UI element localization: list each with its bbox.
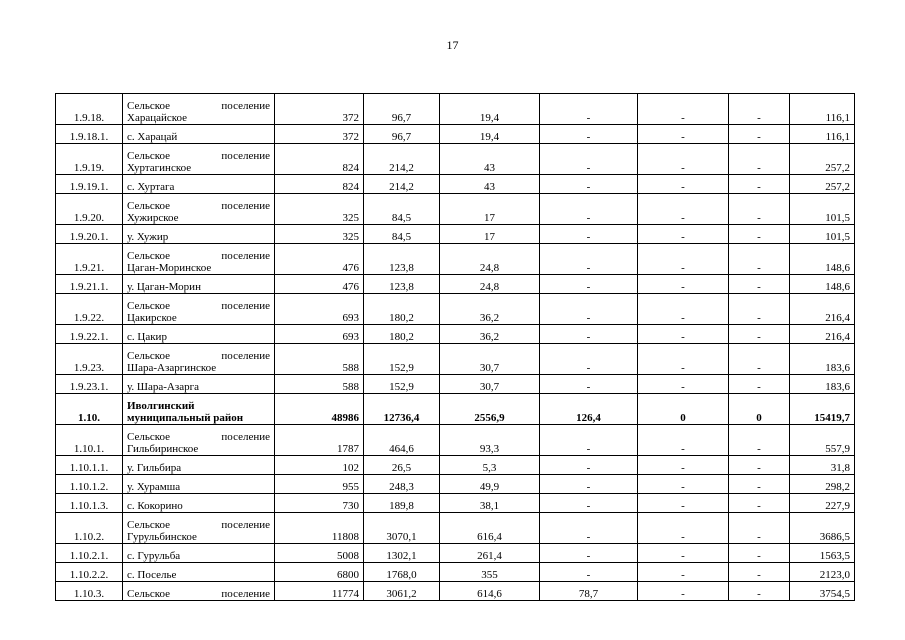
cell-value-2: 152,9 [364,375,440,394]
cell-value-3: 49,9 [440,475,540,494]
cell-code: 1.10.2.2. [56,563,123,582]
cell-name-line: с. Кокорино [127,500,183,512]
cell-value-6: - [729,344,790,375]
cell-value-1: 5008 [275,544,364,563]
cell-value-2: 180,2 [364,294,440,325]
cell-value-5: - [638,513,729,544]
cell-total: 3754,5 [790,582,855,601]
cell-value-1: 588 [275,375,364,394]
cell-total: 101,5 [790,225,855,244]
cell-code: 1.10.2.1. [56,544,123,563]
cell-name [123,144,275,175]
cell-name-word: Сельское [127,250,171,262]
cell-name [123,94,275,125]
cell-value-6: - [729,563,790,582]
cell-value-5: - [638,175,729,194]
cell-name-line: с. Хуртага [127,181,175,193]
cell-value-3: 24,8 [440,275,540,294]
cell-value-4: - [540,494,638,513]
cell-total: 216,4 [790,294,855,325]
cell-name-word: поселение [221,250,270,262]
cell-value-6: - [729,513,790,544]
cell-value-5: - [638,125,729,144]
cell-code: 1.10.3. [56,582,123,601]
cell-value-4: 78,7 [540,582,638,601]
table-row [56,375,855,394]
table-row [56,125,855,144]
cell-total: 557,9 [790,425,855,456]
cell-name [123,325,275,344]
cell-value-1: 824 [275,175,364,194]
cell-value-5: - [638,563,729,582]
cell-code: 1.9.20. [56,194,123,225]
table-row [56,294,855,325]
cell-value-6: - [729,325,790,344]
cell-value-1: 693 [275,325,364,344]
cell-value-6: - [729,275,790,294]
cell-value-2: 464,6 [364,425,440,456]
cell-name [123,294,275,325]
cell-value-2: 3061,2 [364,582,440,601]
cell-value-4: 126,4 [540,394,638,425]
cell-value-4: - [540,175,638,194]
table-row [56,344,855,375]
cell-value-5: - [638,375,729,394]
cell-value-5: - [638,456,729,475]
cell-code: 1.10.1.1. [56,456,123,475]
cell-name-line: Гильбиринское [127,443,199,455]
cell-value-3: 19,4 [440,125,540,144]
cell-value-2: 123,8 [364,275,440,294]
cell-value-6: - [729,194,790,225]
cell-value-3: 30,7 [440,344,540,375]
cell-name [123,456,275,475]
cell-total: 216,4 [790,325,855,344]
cell-value-4: - [540,344,638,375]
cell-value-3: 261,4 [440,544,540,563]
cell-value-5: - [638,194,729,225]
cell-name [123,563,275,582]
table-row [56,144,855,175]
cell-name-line: Цакирское [127,312,177,324]
cell-name-line: Гурульбинское [127,531,197,543]
cell-total: 3686,5 [790,513,855,544]
cell-name-line: муниципальный район [127,412,244,424]
cell-value-6: - [729,425,790,456]
cell-value-2: 214,2 [364,144,440,175]
cell-name [123,275,275,294]
cell-name-line [127,519,270,531]
cell-value-1: 48986 [275,394,364,425]
cell-name-word: поселение [221,200,270,212]
cell-value-4: - [540,425,638,456]
cell-value-1: 476 [275,275,364,294]
cell-value-3: 38,1 [440,494,540,513]
cell-name-line [127,300,270,312]
cell-value-1: 730 [275,494,364,513]
cell-value-3: 19,4 [440,94,540,125]
cell-value-5: 0 [638,394,729,425]
cell-value-5: - [638,244,729,275]
cell-value-2: 123,8 [364,244,440,275]
cell-name [123,244,275,275]
cell-code: 1.9.23. [56,344,123,375]
cell-name-word: Сельское [127,100,171,112]
cell-value-2: 26,5 [364,456,440,475]
cell-value-3: 2556,9 [440,394,540,425]
cell-value-4: - [540,125,638,144]
cell-value-3: 30,7 [440,375,540,394]
cell-value-3: 355 [440,563,540,582]
cell-value-3: 616,4 [440,513,540,544]
cell-code: 1.10.2. [56,513,123,544]
cell-name-line: с. Поселье [127,569,177,581]
cell-value-2: 152,9 [364,344,440,375]
table-row [56,225,855,244]
table-row [56,325,855,344]
table-row [56,244,855,275]
cell-name-line [127,588,270,600]
cell-value-2: 180,2 [364,325,440,344]
cell-name-line: у. Хужир [127,231,169,243]
cell-name-line [127,250,270,262]
cell-value-5: - [638,544,729,563]
cell-name-word: поселение [221,350,270,362]
cell-value-5: - [638,225,729,244]
cell-value-2: 96,7 [364,94,440,125]
cell-value-6: - [729,475,790,494]
cell-value-5: - [638,475,729,494]
cell-name [123,394,275,425]
cell-name [123,344,275,375]
cell-code: 1.10. [56,394,123,425]
cell-value-5: - [638,94,729,125]
cell-value-4: - [540,94,638,125]
cell-value-5: - [638,144,729,175]
cell-value-1: 6800 [275,563,364,582]
table-row [56,544,855,563]
table-row [56,582,855,601]
cell-value-6: - [729,294,790,325]
cell-value-4: - [540,194,638,225]
cell-value-6: - [729,125,790,144]
cell-name-word: поселение [221,150,270,162]
cell-code: 1.9.18.1. [56,125,123,144]
page-number: 17 [446,38,459,52]
cell-value-3: 43 [440,175,540,194]
cell-value-3: 614,6 [440,582,540,601]
cell-code: 1.9.22.1. [56,325,123,344]
cell-name-word: поселение [221,431,270,443]
cell-total: 227,9 [790,494,855,513]
cell-total: 1563,5 [790,544,855,563]
cell-value-4: - [540,275,638,294]
cell-value-4: - [540,325,638,344]
cell-value-6: - [729,456,790,475]
cell-name-line: у. Гильбира [127,462,182,474]
cell-value-2: 1768,0 [364,563,440,582]
cell-value-6: - [729,225,790,244]
cell-code: 1.9.19.1. [56,175,123,194]
cell-name-word: Сельское [127,150,171,162]
cell-code: 1.9.21.1. [56,275,123,294]
cell-name [123,375,275,394]
cell-name-line: Хуртагинское [127,162,192,174]
cell-name-word: Сельское [127,431,171,443]
cell-name [123,194,275,225]
cell-total: 101,5 [790,194,855,225]
cell-code: 1.9.20.1. [56,225,123,244]
table-row [56,456,855,475]
cell-value-6: - [729,94,790,125]
cell-name [123,582,275,601]
cell-total: 298,2 [790,475,855,494]
cell-name-line: Харацайское [127,112,188,124]
cell-value-2: 189,8 [364,494,440,513]
cell-total: 257,2 [790,144,855,175]
table-row [56,194,855,225]
cell-value-1: 476 [275,244,364,275]
table-row [56,94,855,125]
cell-value-1: 325 [275,225,364,244]
cell-value-3: 93,3 [440,425,540,456]
cell-name-line [127,150,270,162]
cell-name-line: с. Цакир [127,331,167,343]
cell-name-word: Сельское [127,200,171,212]
cell-value-3: 5,3 [440,456,540,475]
cell-name-line: Цаган-Моринское [127,262,212,274]
cell-total: 257,2 [790,175,855,194]
cell-value-4: - [540,544,638,563]
cell-value-5: - [638,425,729,456]
cell-total: 116,1 [790,94,855,125]
cell-name-line: Иволгинский [127,400,195,412]
cell-value-1: 372 [275,125,364,144]
cell-name-word: поселение [221,100,270,112]
cell-value-2: 1302,1 [364,544,440,563]
cell-name-word: поселение [221,300,270,312]
cell-name-word: поселение [221,588,270,600]
cell-name-line: с. Гурульба [127,550,181,562]
cell-value-5: - [638,494,729,513]
table-body [56,94,855,601]
cell-value-6: - [729,244,790,275]
table-row [56,563,855,582]
table-row [56,513,855,544]
cell-value-4: - [540,144,638,175]
cell-name [123,425,275,456]
cell-total: 15419,7 [790,394,855,425]
cell-total: 2123,0 [790,563,855,582]
cell-total: 31,8 [790,456,855,475]
cell-value-2: 12736,4 [364,394,440,425]
cell-value-4: - [540,513,638,544]
cell-value-2: 3070,1 [364,513,440,544]
cell-value-3: 17 [440,225,540,244]
cell-code: 1.10.1.2. [56,475,123,494]
cell-name [123,125,275,144]
cell-name [123,494,275,513]
cell-value-4: - [540,456,638,475]
table-row [56,394,855,425]
cell-name-word: Сельское [127,588,171,600]
table-row [56,494,855,513]
cell-value-6: - [729,144,790,175]
cell-code: 1.9.22. [56,294,123,325]
cell-name-line: с. Харацай [127,131,178,143]
cell-name-line: у. Цаган-Морин [127,281,201,293]
cell-value-1: 11774 [275,582,364,601]
cell-code: 1.9.19. [56,144,123,175]
cell-value-4: - [540,244,638,275]
cell-value-2: 84,5 [364,194,440,225]
cell-value-1: 102 [275,456,364,475]
cell-value-1: 325 [275,194,364,225]
cell-value-3: 17 [440,194,540,225]
cell-total: 148,6 [790,244,855,275]
cell-value-1: 372 [275,94,364,125]
cell-name-line: Хужирское [127,212,179,224]
cell-total: 183,6 [790,375,855,394]
cell-code: 1.9.23.1. [56,375,123,394]
cell-value-4: - [540,225,638,244]
cell-value-3: 36,2 [440,294,540,325]
cell-value-5: - [638,344,729,375]
cell-name-word: поселение [221,519,270,531]
cell-name [123,225,275,244]
table-row [56,275,855,294]
cell-value-6: 0 [729,394,790,425]
cell-value-2: 84,5 [364,225,440,244]
cell-value-1: 1787 [275,425,364,456]
cell-value-6: - [729,582,790,601]
cell-value-6: - [729,494,790,513]
cell-code: 1.10.1. [56,425,123,456]
cell-value-6: - [729,544,790,563]
cell-name-line [127,200,270,212]
cell-name-line [127,350,270,362]
cell-value-6: - [729,375,790,394]
cell-name [123,175,275,194]
cell-value-2: 214,2 [364,175,440,194]
cell-value-5: - [638,582,729,601]
cell-value-4: - [540,294,638,325]
cell-value-1: 588 [275,344,364,375]
table-row [56,425,855,456]
cell-code: 1.10.1.3. [56,494,123,513]
cell-value-4: - [540,563,638,582]
cell-value-1: 955 [275,475,364,494]
cell-code: 1.9.18. [56,94,123,125]
cell-code: 1.9.21. [56,244,123,275]
cell-name-line: у. Шара-Азарга [127,381,199,393]
cell-value-3: 24,8 [440,244,540,275]
data-table [55,93,855,601]
cell-value-2: 248,3 [364,475,440,494]
cell-value-4: - [540,475,638,494]
cell-name-line [127,431,270,443]
cell-value-2: 96,7 [364,125,440,144]
cell-name-line: у. Хурамша [127,481,181,493]
cell-value-1: 11808 [275,513,364,544]
cell-value-3: 43 [440,144,540,175]
cell-total: 116,1 [790,125,855,144]
cell-name-line [127,100,270,112]
cell-value-5: - [638,325,729,344]
cell-value-1: 824 [275,144,364,175]
cell-name [123,544,275,563]
cell-name-word: Сельское [127,350,171,362]
cell-name-word: Сельское [127,300,171,312]
cell-name-line: Шара-Азаргинское [127,362,217,374]
cell-total: 183,6 [790,344,855,375]
cell-value-5: - [638,294,729,325]
cell-value-4: - [540,375,638,394]
cell-value-6: - [729,175,790,194]
table-row [56,175,855,194]
cell-name [123,513,275,544]
cell-value-3: 36,2 [440,325,540,344]
cell-total: 148,6 [790,275,855,294]
table-row [56,475,855,494]
cell-name [123,475,275,494]
cell-value-5: - [638,275,729,294]
cell-name-word: Сельское [127,519,171,531]
cell-value-1: 693 [275,294,364,325]
